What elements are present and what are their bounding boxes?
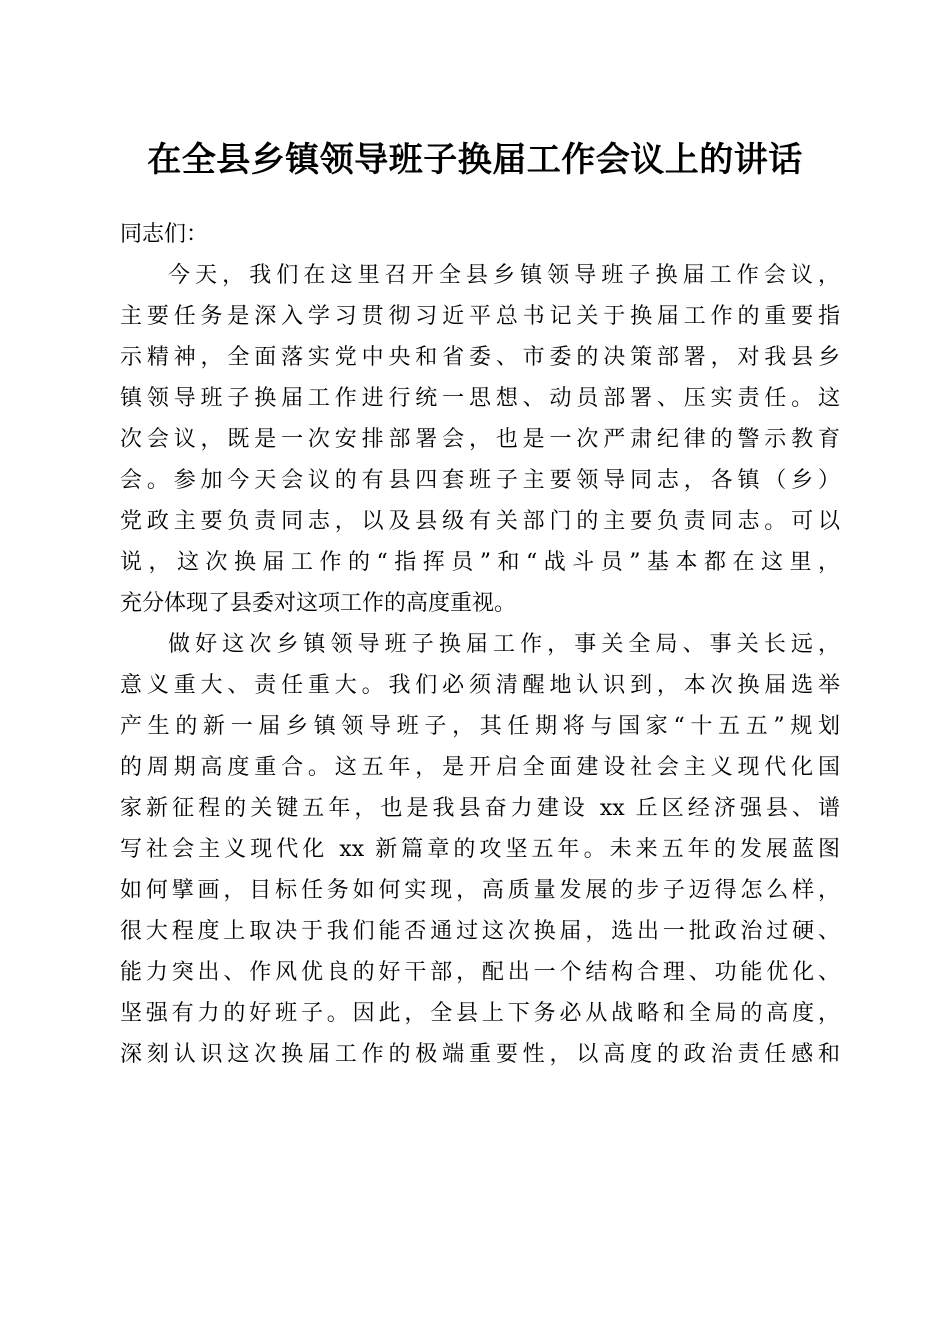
- paragraph-2-line: 产生的新一届乡镇领导班子，其任期将与国家“十五五”规划: [120, 714, 840, 739]
- paragraph-1-line: 党政主要负责同志，以及县级有关部门的主要负责同志。可以: [120, 509, 840, 534]
- paragraph-1-line: 会。参加今天会议的有县四套班子主要领导同志，各镇（乡）: [120, 468, 840, 493]
- paragraph-2-line: 很大程度上取决于我们能否通过这次换届，选出一批政治过硬、: [120, 919, 840, 944]
- paragraph-2-line: 意义重大、责任重大。我们必须清醒地认识到，本次换届选举: [120, 673, 840, 698]
- paragraph-1-line: 次会议，既是一次安排部署会，也是一次严肃纪律的警示教育: [120, 427, 840, 452]
- paragraph-1-line: 今天，我们在这里召开全县乡镇领导班子换届工作会议，: [168, 263, 840, 288]
- document-title: 在全县乡镇领导班子换届工作会议上的讲话: [147, 140, 803, 180]
- paragraph-2-line: 的周期高度重合。这五年，是开启全面建设社会主义现代化国: [120, 755, 840, 780]
- paragraph-1-line: 镇领导班子换届工作进行统一思想、动员部署、压实责任。这: [120, 386, 840, 411]
- paragraph-2-line: 做好这次乡镇领导班子换届工作，事关全局、事关长远，: [168, 632, 840, 657]
- paragraph-1-line: 充分体现了县委对这项工作的高度重视。: [120, 591, 517, 616]
- paragraph-2-line: 深刻认识这次换届工作的极端重要性，以高度的政治责任感和: [120, 1042, 840, 1067]
- paragraph-1-line: 主要任务是深入学习贯彻习近平总书记关于换届工作的重要指: [120, 304, 840, 329]
- paragraph-2-line: 如何擘画，目标任务如何实现，高质量发展的步子迈得怎么样，: [120, 878, 840, 903]
- paragraph-2-line: 能力突出、作风优良的好干部，配出一个结构合理、功能优化、: [120, 960, 840, 985]
- paragraph-1-line: 示精神，全面落实党中央和省委、市委的决策部署，对我县乡: [120, 345, 840, 370]
- paragraph-1-line: 说，这次换届工作的“指挥员”和“战斗员”基本都在这里，: [120, 550, 840, 575]
- paragraph-2-line: 坚强有力的好班子。因此，全县上下务必从战略和全局的高度，: [120, 1001, 840, 1026]
- document-body: [120, 214, 840, 1075]
- salutation: 同志们：: [120, 222, 209, 247]
- paragraph-2-line: 家新征程的关键五年，也是我县奋力建设 xx 丘区经济强县、谱: [120, 796, 840, 821]
- paragraph-2-line: 写社会主义现代化 xx 新篇章的攻坚五年。未来五年的发展蓝图: [120, 837, 840, 862]
